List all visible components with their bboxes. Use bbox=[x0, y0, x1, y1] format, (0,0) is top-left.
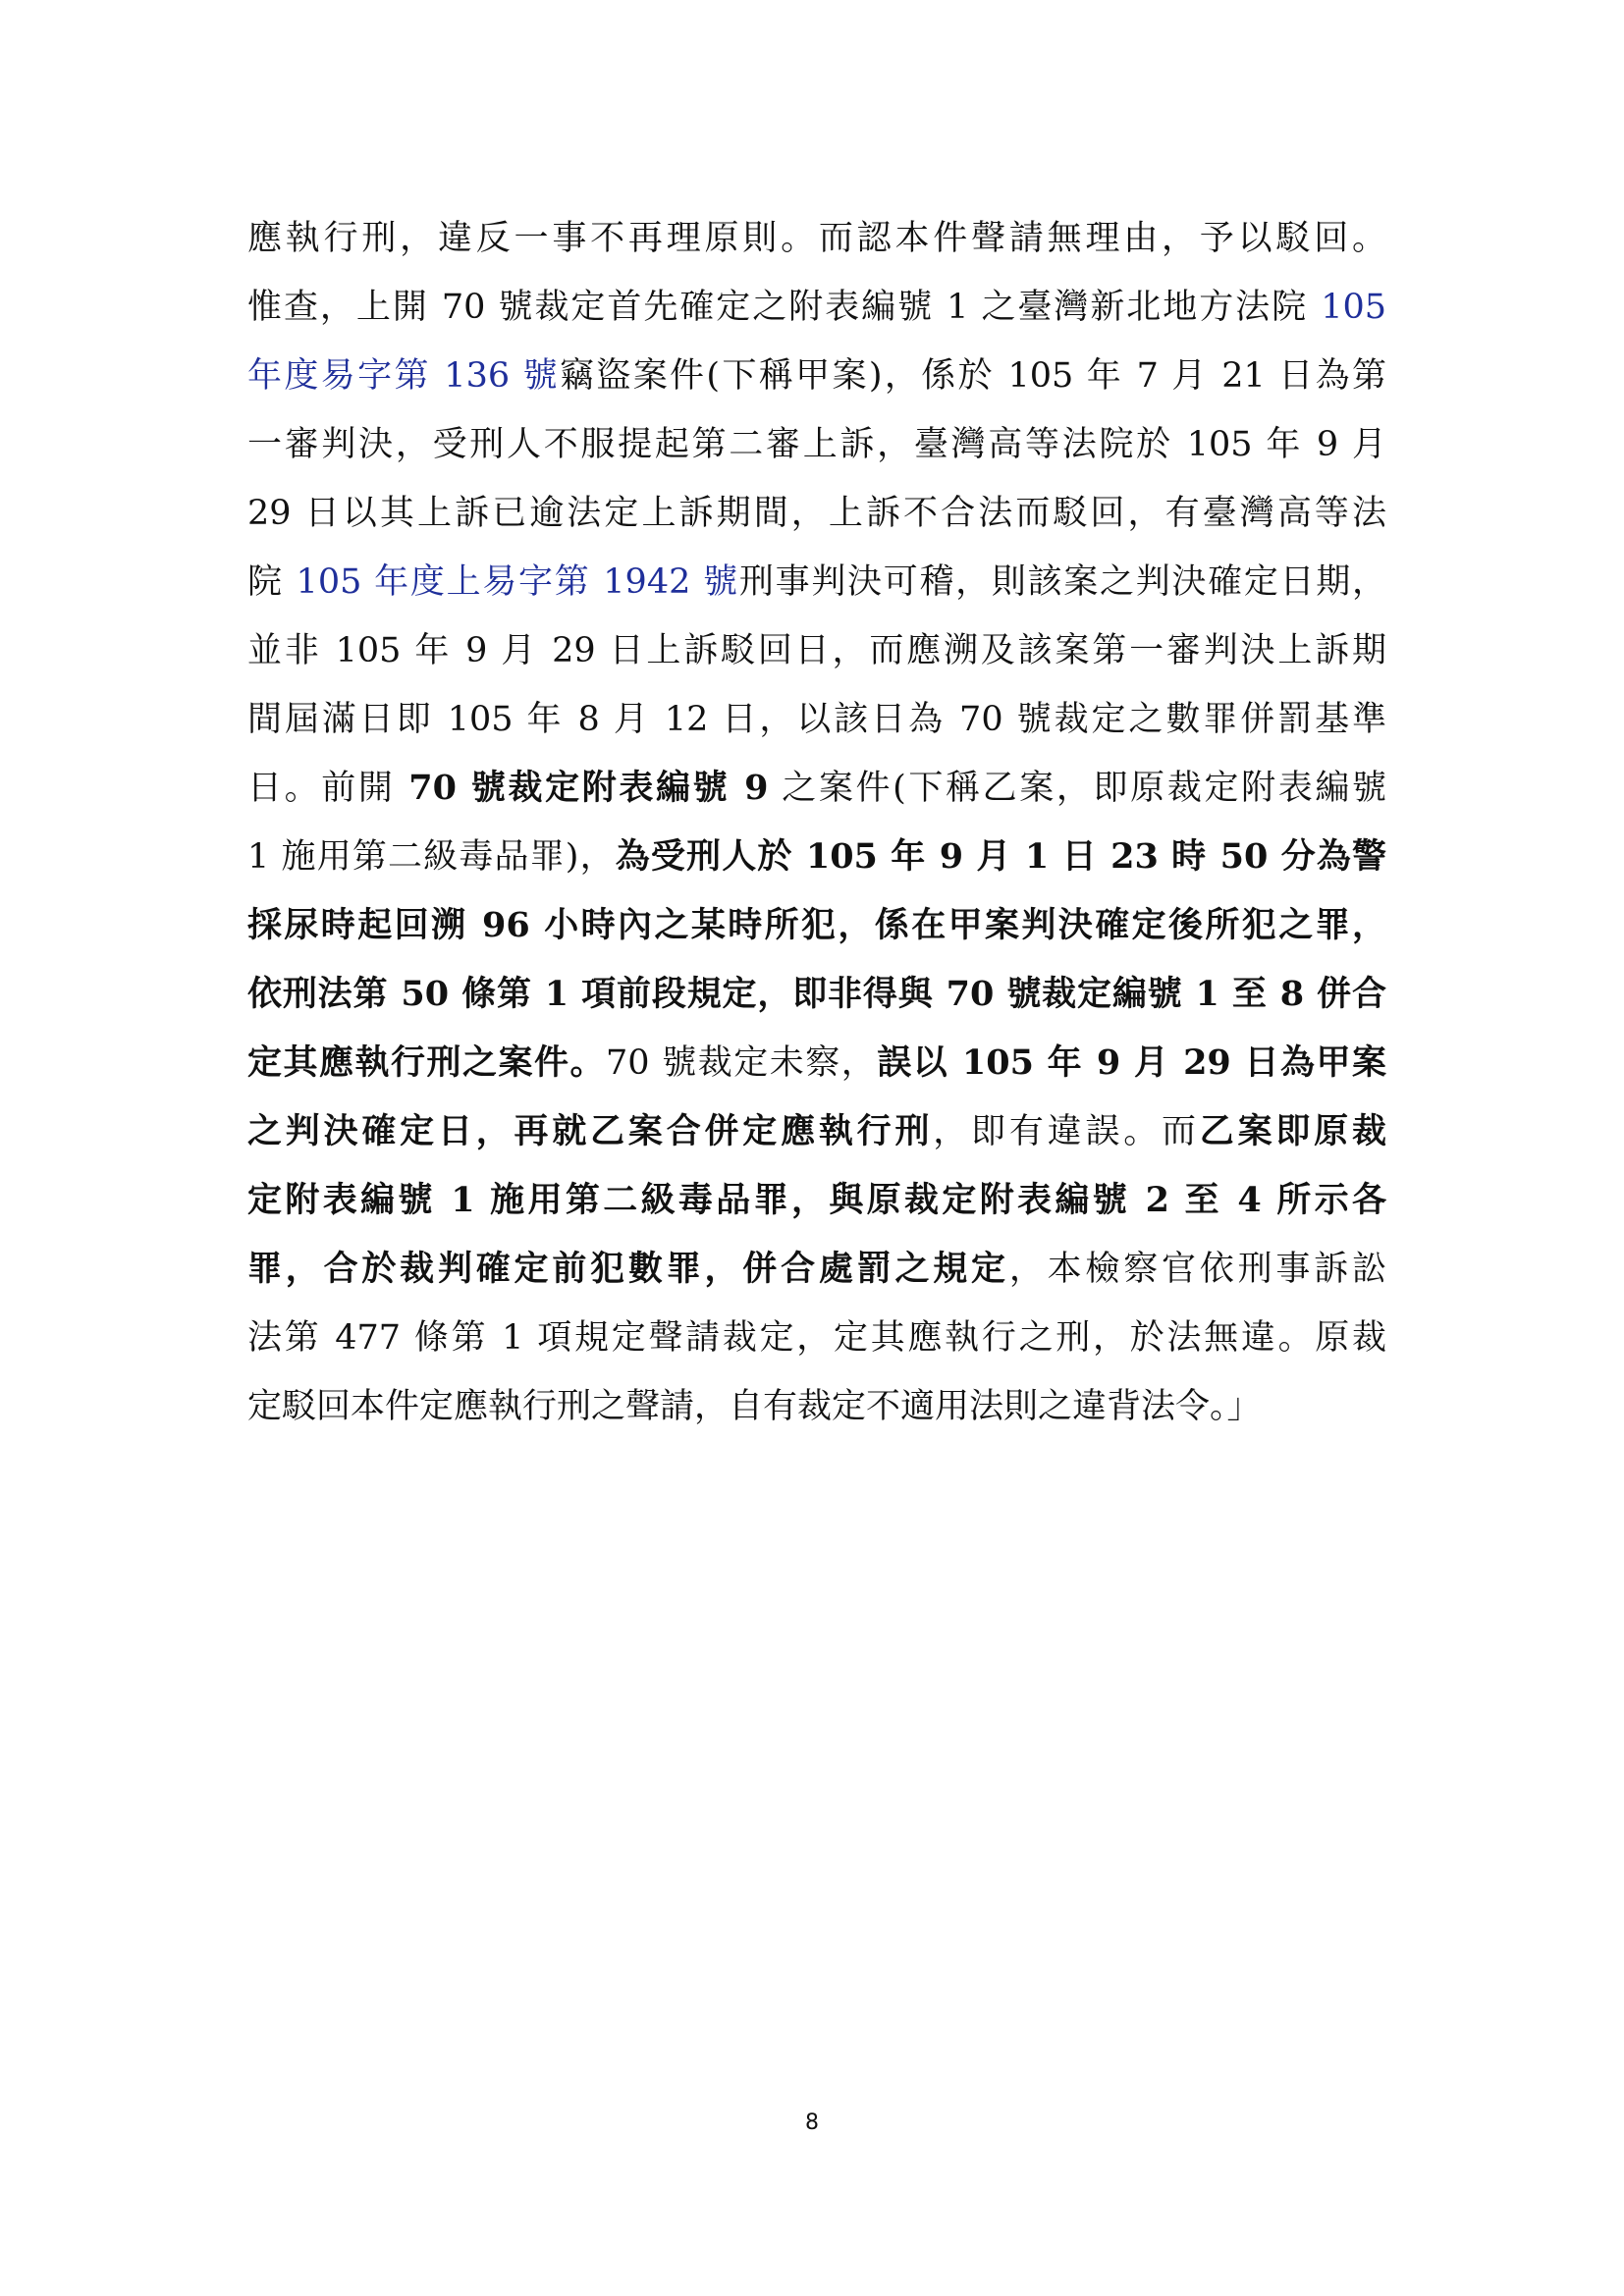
emphasized-text: 70 號裁定附表編號 9 bbox=[408, 768, 769, 808]
document-line bbox=[247, 1372, 1386, 1441]
document-line bbox=[247, 616, 1386, 685]
document-line bbox=[247, 273, 1386, 342]
text-run: 刑事判決可稽，則該案之判決確定日期， bbox=[738, 562, 1386, 602]
document-line bbox=[247, 1097, 1386, 1166]
document-line bbox=[247, 891, 1386, 960]
case-reference-link[interactable]: 年度易字第 136 號 bbox=[247, 356, 560, 396]
emphasized-text: 誤以 105 年 9 月 29 日為甲案 bbox=[877, 1042, 1386, 1083]
document-body bbox=[247, 204, 1386, 1441]
document-line bbox=[247, 479, 1386, 548]
text-run: 並非 105 年 9 月 29 日上訴駁回日，而應溯及該案第一審判決上訴期 bbox=[247, 631, 1386, 670]
case-reference-link[interactable]: 105 年度上易字第 1942 號 bbox=[296, 562, 739, 602]
document-line bbox=[247, 960, 1386, 1029]
emphasized-text: 定附表編號 1 施用第二級毒品罪，與原裁定附表編號 2 至 4 所示各 bbox=[247, 1180, 1386, 1220]
text-run: 應執行刑，違反一事不再理原則。而認本件聲請無理由，予以駁回。 bbox=[247, 219, 1386, 258]
emphasized-text: 罪，合於裁判確定前犯數罪，併合處罰之規定 bbox=[247, 1249, 1009, 1289]
document-line bbox=[247, 1029, 1386, 1097]
document-line bbox=[247, 1166, 1386, 1235]
text-run: 定駁回本件定應執行刑之聲請，自有裁定不適用法則之違背法令。」 bbox=[247, 1387, 1262, 1426]
document-line bbox=[247, 754, 1386, 823]
document-line bbox=[247, 685, 1386, 754]
text-run: 間屆滿日即 105 年 8 月 12 日，以該日為 70 號裁定之數罪併罰基準 bbox=[247, 700, 1386, 739]
emphasized-text: 之判決確定日，再就乙案合併定應執行刑 bbox=[247, 1111, 934, 1151]
document-line bbox=[247, 204, 1386, 273]
case-reference-link[interactable]: 105 bbox=[1321, 288, 1386, 327]
text-run: ，本檢察官依刑事訴訟 bbox=[1008, 1250, 1386, 1289]
document-line bbox=[247, 1304, 1386, 1372]
document-line bbox=[247, 823, 1386, 891]
text-run: 一審判決，受刑人不服提起第二審上訴，臺灣高等法院於 105 年 9 月 bbox=[247, 425, 1386, 464]
document-line bbox=[247, 1235, 1386, 1304]
page-number: 8 bbox=[805, 2110, 819, 2135]
text-run: ，即有違誤。而 bbox=[933, 1112, 1200, 1151]
text-run: 日。前開 bbox=[247, 769, 409, 808]
text-run: 之案件(下稱乙案，即原裁定附表編號 bbox=[768, 769, 1386, 808]
document-line bbox=[247, 410, 1386, 479]
text-run: 院 bbox=[247, 562, 297, 602]
emphasized-text: 定其應執行刑之案件。 bbox=[247, 1042, 607, 1083]
text-run: 竊盜案件(下稱甲案)，係於 105 年 7 月 21 日為第 bbox=[559, 356, 1386, 396]
text-run: 29 日以其上訴已逾法定上訴期間，上訴不合法而駁回，有臺灣高等法 bbox=[247, 494, 1386, 533]
emphasized-text: 為受刑人於 105 年 9 月 1 日 23 時 50 分為警 bbox=[615, 836, 1386, 877]
text-run: 法第 477 條第 1 項規定聲請裁定，定其應執行之刑，於法無違。原裁 bbox=[247, 1318, 1386, 1358]
text-run: 惟查，上開 70 號裁定首先確定之附表編號 1 之臺灣新北地方法院 bbox=[247, 288, 1322, 327]
emphasized-text: 乙案即原裁 bbox=[1199, 1111, 1386, 1151]
document-line bbox=[247, 342, 1386, 410]
text-run: 1 施用第二級毒品罪)， bbox=[247, 837, 616, 877]
document-line bbox=[247, 548, 1386, 616]
emphasized-text: 採尿時起回溯 96 小時內之某時所犯，係在甲案判決確定後所犯之罪， bbox=[247, 905, 1386, 945]
emphasized-text: 依刑法第 50 條第 1 項前段規定，即非得與 70 號裁定編號 1 至 8 併合 bbox=[247, 974, 1386, 1014]
text-run: 70 號裁定未察， bbox=[606, 1043, 878, 1083]
